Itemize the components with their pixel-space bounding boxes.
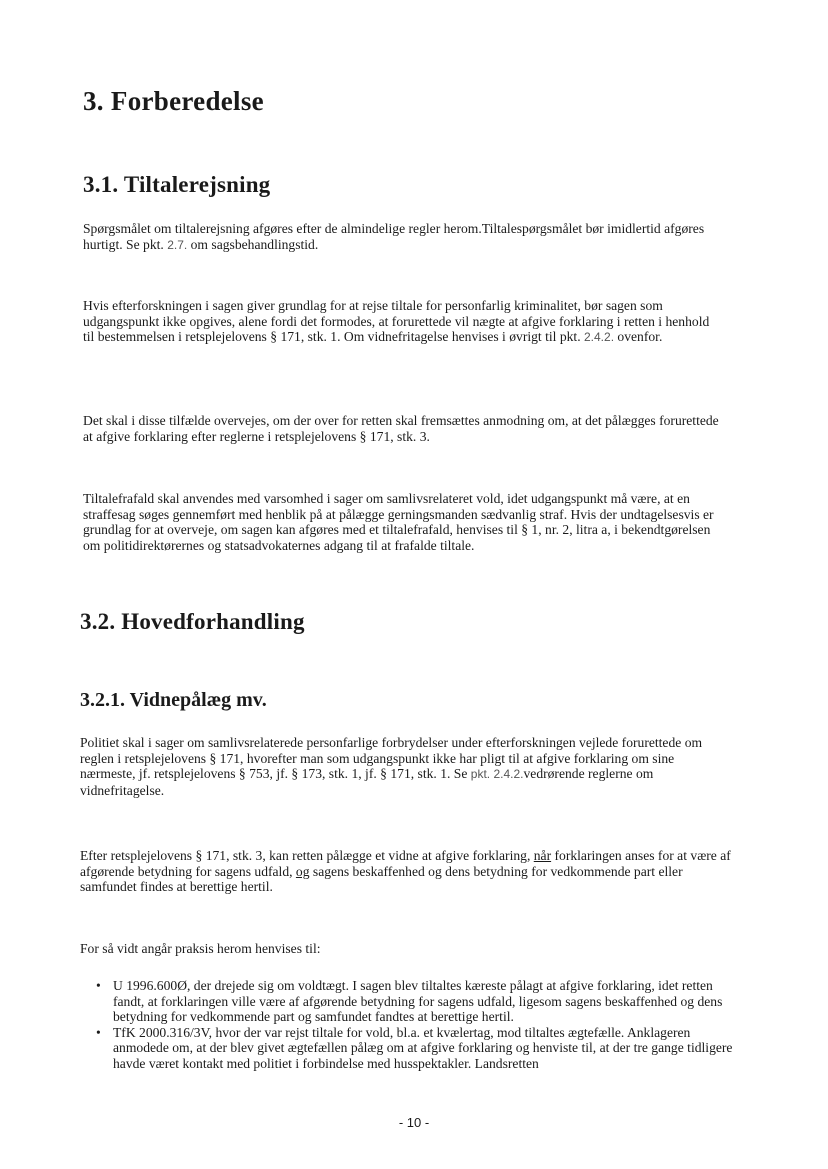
paragraph-praksis: For så vidt angår praksis herom henvises til: bbox=[80, 941, 321, 956]
page-number: - 10 - bbox=[398, 1115, 430, 1130]
paragraph-anmodning: Det skal i disse tilfælde overvejes, om der over for retten skal fremsættes anmodning om, at det pålægges forurettede at afgive forklaring efter reglerne i retsplejelovens § 171, stk. 3. bbox=[83, 413, 719, 444]
bullet-icon: • bbox=[96, 978, 101, 993]
paragraph-opgivelse bbox=[83, 298, 723, 346]
heading-forberedelse: 3. Forberedelse bbox=[83, 86, 264, 116]
paragraph-text: Hvis efterforskningen i sagen giver grundlag for at rejse tiltale for personfarlig kriminalitet, bør sagen som udgangspunkt ikke opgives, alene fordi det formodes, at forurettede vil nægte at afgive forklaring i retten i henhold til bestemmelsen i retsplejelovens § 171, stk. 1. Om vidnefritagelse henvises i øvrigt til pkt. bbox=[83, 298, 710, 345]
paragraph-text: Spørgsmålet om tiltalerejsning afgøres efter de almindelige regler herom.Tiltalespørgsmålet bør imidlertid afgøres hurtigt. Se pkt. bbox=[83, 221, 705, 252]
paragraph-text: vedrørende reglerne om vidnefritagelse. bbox=[80, 766, 654, 798]
underlined-word: når bbox=[533, 848, 552, 863]
paragraph-text: Politiet skal i sager om samlivsrelaterede personfarlige forbrydelser under efterforskningen vejlede forurettede om reglen i retsplejelovens § 171, hvorefter man som udgangspunkt ikke har pligt til at afgive forklaring om sine nærmeste, jf. retsplejelovens § 753, jf. § 173, stk. 1, jf. § 171, stk. 1. Se bbox=[80, 735, 703, 782]
section-reference: 2.7. bbox=[167, 237, 188, 252]
heading-vidnepalaeg: 3.2.1. Vidnepålæg mv. bbox=[80, 689, 267, 711]
heading-tiltalerejsning: 3.1. Tiltalerejsning bbox=[83, 172, 271, 197]
paragraph-text: ovenfor. bbox=[614, 329, 663, 345]
list-item bbox=[90, 1025, 740, 1072]
bullet-icon: • bbox=[96, 1024, 101, 1040]
paragraph-text: Efter retsplejelovens § 171, stk. 3, kan retten pålægge et vidne at afgive forklaring, bbox=[80, 848, 534, 863]
paragraph-tiltalefrafald: Tiltalefrafald skal anvendes med varsomhed i sager om samlivsrelateret vold, idet udgangspunkt må være, at en straffesag søges gennemført med henblik på at pålægge gerningsmanden sædvanlig straf. Hvis der undtagelsesvis er grundlag for at overveje, om sagen kan afgøres med et tiltalefrafald, henvises til § 1, nr. 2, litra a, i bekendtgørelsen om politidirektørernes og statsadvokaternes adgang til at frafalde tiltale. bbox=[83, 491, 714, 553]
heading-hovedforhandling: 3.2. Hovedforhandling bbox=[80, 609, 305, 634]
paragraph-vejledning bbox=[80, 735, 730, 798]
case-law-list bbox=[90, 978, 740, 1072]
paragraph-text: om sagsbehandlingstid. bbox=[187, 236, 319, 252]
section-reference: pkt. 2.4.2. bbox=[470, 767, 524, 782]
list-item-text: TfK 2000.316/3V, hvor der var rejst tiltale for vold, bl.a. et kvælertag, mod tiltaltes ægtefælle. Anklageren anmodede om, at der blev givet ægtefællen pålæg om at afgive forklaring og henviste til, at der tre gange tidligere havde været kontakt med politiet i forbindelse med husspektakler. Landsretten bbox=[113, 1024, 733, 1071]
underlined-word: og bbox=[295, 863, 310, 879]
list-item-text: U 1996.600Ø, der drejede sig om voldtægt. I sagen blev tiltaltes kæreste pålagt at afgive forklaring, idet retten fandt, at forklaringen ville være af afgørende betydning for sagens udfald, ligesom sagens beskaffenhed og dens betydning for vedkommende part og samfundet fandtes at berettige hertil. bbox=[113, 978, 723, 1025]
paragraph-tiltalerejsning bbox=[83, 221, 723, 253]
paragraph-vidnepligt bbox=[80, 848, 740, 895]
section-reference: 2.4.2. bbox=[584, 330, 615, 345]
paragraph-text: sagens beskaffenhed og dens betydning for vedkommende part eller samfundet findes at berettige hertil. bbox=[80, 863, 683, 895]
list-item bbox=[90, 978, 740, 1025]
paragraph-text: forklaringen anses for at være af afgørende betydning for sagens udfald, bbox=[80, 848, 731, 879]
